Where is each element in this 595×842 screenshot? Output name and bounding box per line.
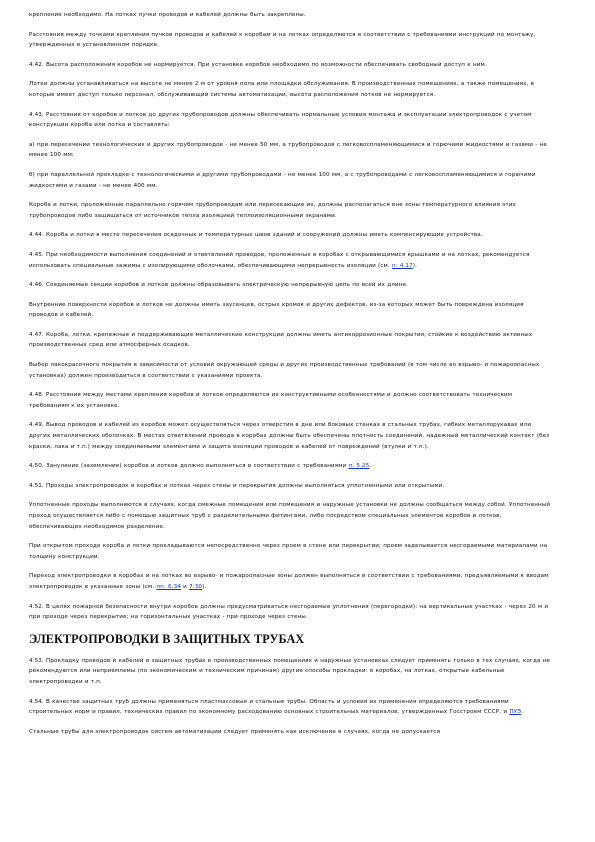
section-before-heading xyxy=(29,10,551,623)
paragraph xyxy=(29,360,551,381)
paragraph-text: Уплотненные проходы выполняются в случаях, когда смежные помещения или помещения и наружные установки не должны сообщаться между собой. Уплотненный проход осуществляется либо с помощью защитных труб с разделительными фитингами, либо посредством специальных элементов коробов и лотков, обеспечивающих необходимое разделение. xyxy=(29,502,551,530)
paragraph xyxy=(29,500,551,532)
paragraph xyxy=(29,571,551,592)
paragraph-text: . xyxy=(369,463,372,470)
paragraph-text: 4.44. Короба и лотки в месте пересечения осадочных и температурных швов зданий и сооружений должны иметь компенсирующие устройства. xyxy=(29,232,483,239)
paragraph-text: . xyxy=(521,709,524,716)
paragraph-text: 4.51. Проходы электропроводок в коробах и лотках через стены и перекрытия должны выполняться уплотненными или открытыми. xyxy=(29,482,445,489)
paragraph xyxy=(29,230,551,241)
paragraph xyxy=(29,461,551,472)
paragraph-text: 4.42. Высота расположения коробов не нормируется. При установке коробов необходимо по возможности обеспечивать свободный доступ к ним. xyxy=(29,61,487,68)
paragraph-text: крепление необходимо. На лотках пучки проводов и кабелей должны быть закреплены. xyxy=(29,12,306,18)
paragraph-text: б) при параллельной прокладке с технологическими и другими трубопроводами - не менее 100 мм, а с трубопроводами с легковоспламеняющимися и горючими жидкостями и газами - не менее 400 мм. xyxy=(29,171,536,189)
paragraph-text: Выбор лакокрасочного покрытия в зависимости от условий окружающей среды и других производственных требований (в том числе во взрыво- и пожароопасных установках) должен производиться в соответствии с указаниями проекта. xyxy=(29,362,540,379)
paragraph xyxy=(29,481,551,492)
paragraph xyxy=(29,602,551,623)
paragraph xyxy=(29,200,551,221)
paragraph xyxy=(29,541,551,562)
paragraph-text: 4.50. Зануление (заземление) коробов и лотков должно выполняться в соответствии с требованиями xyxy=(29,463,349,470)
paragraph xyxy=(29,420,551,452)
section-heading: ЭЛЕКТРОПРОВОДКИ В ЗАЩИТНЫХ ТРУБАХ xyxy=(29,631,305,646)
paragraph-text: 4.49. Вывод проводов и кабелей из коробов может осуществляться через отверстия в дне или боковых стенках в стальных трубах, гибких металлорукавах или других металлических оболочках. В местах ответвлений провода в коробах должны быть обеспечены плотность соединений, надежный металлический контакт (без краски, лака и т.п.) между соединяемыми элементами и защита изоляции проводов и кабелей от повреждений (втулки и т.п.). xyxy=(29,422,550,450)
paragraph-text: Короба и лотки, проложенные параллельно горячим трубопроводам или пересекающие их, должны располагаться вне зоны температурного влияния этих трубопроводов либо защищаться от источников тепла изоляцией теплоизоляционными экранами. xyxy=(29,202,516,219)
paragraph-text: 4.46. Соединяемые секции коробов и лотков должны образовывать электрическую непрерывную цепь по всей их длине. xyxy=(29,282,408,289)
paragraph-text: ). xyxy=(412,262,417,269)
paragraph-text: 4.45. При необходимости выполнения соединений и ответвлений проводов, проложенных в коробах с открывающимися крышками и на лотках, рекомендуется использовать специальные зажимы с изолирующими оболочками, обеспечивающими непрерывность изоляции (см. xyxy=(29,251,530,269)
paragraph-text: 4.54. В качестве защитных труб должны применяться пластмассовые и стальные трубы. Область и условия их применения определяются требованиями строительных норм и правил, технических правил по экономному расходованию основных строительных материалов, утвержденных Госстроем СССР, и xyxy=(29,698,510,716)
paragraph xyxy=(29,170,551,191)
reference-link[interactable]: 7.30 xyxy=(189,583,203,590)
paragraph xyxy=(29,656,551,688)
paragraph-text: 4.48. Расстояния между местами крепления коробов и лотков определяются их конструктивными особенностями и должно соответствовать техническим требованиям к их установке. xyxy=(29,392,513,409)
paragraph-text: и xyxy=(180,583,190,590)
paragraph xyxy=(29,110,551,131)
paragraph xyxy=(29,300,551,321)
paragraph-text: Переход электропроводки в коробах и на лотках во взрыво- и пожароопасные зоны должен выполняться в соответствии с требованиями, предъявляемыми к вводам электропроводок в указанные зоны (см. xyxy=(29,573,549,590)
paragraph xyxy=(29,330,551,351)
paragraph-text: а) при пересечении технологических и других трубопроводов - не менее 50 мм, а трубопроводов с легковоспламеняющимися и горючими жидкостями и газами - не менее 100 мм; xyxy=(29,141,547,159)
paragraph-text: Расстояния между точками крепления пучков проводов и кабелей к коробам и на лотках определяются в соответствии с требованиями инструкций по монтажу, утвержденных в установленном порядке. xyxy=(29,31,536,49)
paragraph xyxy=(29,250,551,271)
reference-link[interactable]: пп. 6.34 xyxy=(156,583,181,590)
paragraph xyxy=(29,10,551,21)
paragraph-text: Стальные трубы для электропроводок систем автоматизации следует применять как исключение в случаях, когда не допускается xyxy=(29,728,441,735)
paragraph-text: При открытом проходе короба и лотки прокладываются непосредственно через проем в стене или перекрытии; проем заделывается несгораемыми материалами на толщину конструкции. xyxy=(29,543,548,560)
section-after-heading xyxy=(29,656,551,738)
paragraph xyxy=(29,140,551,161)
reference-link[interactable]: ПУЭ xyxy=(509,709,522,716)
paragraph-text: Внутренние поверхности коробов и лотков не должны иметь заусенцев, острых кромок и других дефектов, из-за которых может быть повреждена изоляция проводов и кабелей. xyxy=(29,301,524,319)
paragraph-text: 4.52. В целях пожарной безопасности внутри коробов должны предусматриваться несгораемые уплотнения (перегородки): на вертикальных участках - через 20 м и при проходе через перекрытие; на горизонтальных участках - при проходе через стены. xyxy=(29,603,549,621)
paragraph-text: Лотки должны устанавливаться на высоте не менее 2 м от уровня пола или площадки обслуживания. В производственных помещениях, а также помещениях, в которые имеет доступ только персонал, обслуживающий системы автоматизации, высота расположения лотков не нормируется. xyxy=(29,81,535,98)
paragraph xyxy=(29,697,551,718)
reference-link[interactable]: п. 4.17 xyxy=(391,262,413,269)
paragraph-text: 4.47. Короба, лотки, крепежные и поддерживающие металлические конструкции должны иметь антикоррозионные покрытия, стойкие к воздействию активных производственных сред или атмосферных осадков. xyxy=(29,331,533,349)
paragraph xyxy=(29,30,551,51)
paragraph-text: 4.43. Расстояния от коробов и лотков до других трубопроводов должны обеспечивать нормальные условия монтажа и эксплуатации электропроводок с учетом конструкции короба или лотка и составлять: xyxy=(29,111,532,129)
paragraph xyxy=(29,280,551,291)
paragraph xyxy=(29,60,551,71)
paragraph xyxy=(29,727,551,738)
paragraph-text: ). xyxy=(202,583,207,590)
paragraph xyxy=(29,390,551,411)
paragraph xyxy=(29,79,551,100)
paragraph-text: 4.53. Прокладку проводов и кабелей в защитных трубах в производственных помещениях и наружных установках следует применять только в тех случаях, когда не рекомендуются или неприемлемы (по экономическим и техническим причинам) другие способы прокладки: в коробах, на лотках, открытые кабельные электропроводки и т.п. xyxy=(29,657,551,685)
reference-link[interactable]: п. 5.25 xyxy=(348,463,370,470)
